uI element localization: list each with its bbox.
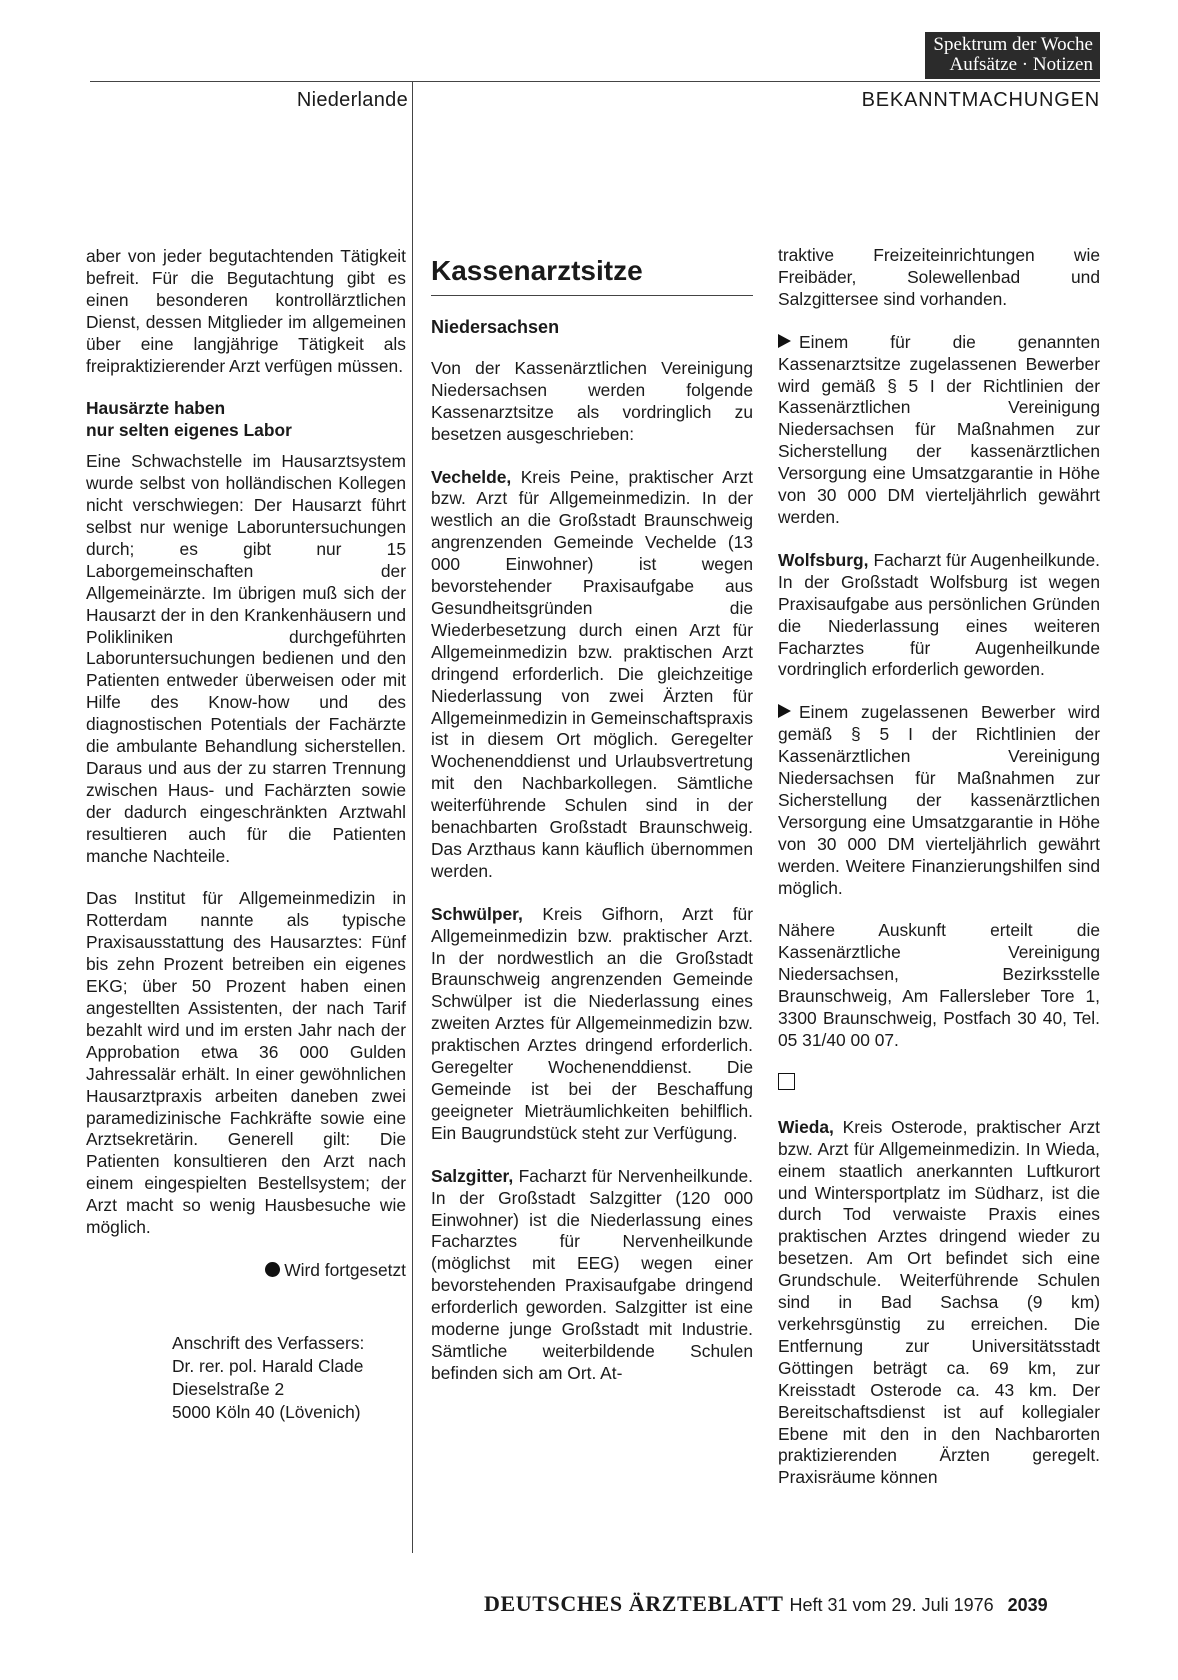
continued-text: Wird fortgesetzt <box>284 1259 406 1280</box>
subheading-line-1: Hausärzte haben <box>86 398 226 419</box>
listing-lead: Schwülper, <box>431 903 523 924</box>
listing-lead: Wolfsburg, <box>778 549 869 570</box>
end-mark <box>778 1073 1100 1096</box>
section-label-right: BEKANNTMACHUNGEN <box>861 89 1100 111</box>
listing-lead: Vechelde, <box>431 466 512 487</box>
badge-line-2: Aufsätze · Notizen <box>949 54 1093 75</box>
column-left <box>86 246 406 1424</box>
region-heading: Niedersachsen <box>431 317 560 337</box>
address-label: Anschrift des Verfassers: <box>172 1332 365 1353</box>
address-city: 5000 Köln 40 (Lövenich) <box>172 1401 361 1422</box>
paragraph-continuation: traktive Freizeiteinrichtungen wie Freibäder, Solewellenbad und Salzgittersee sind vorhanden. <box>778 245 1100 309</box>
guarantee-text: Einem zugelassenen Bewerber wird gemäß § 5 I der Richtlinien der Kassenärztlichen Vereinigung Niedersachsen für Maßnahmen zur Sicherstellung der kassenärztlichen Versorgung eine Umsatzgarantie in Höhe von 30 000 DM vierteljährlich gewährt werden. Weitere Finanzierungshilfen sind möglich. <box>778 702 1100 898</box>
badge-line-1: Spektrum der Woche <box>933 34 1093 55</box>
intro-paragraph: Von der Kassenärztlichen Vereinigung Niedersachsen werden folgende Kassenarztsitze als vordringlich zu besetzen ausgeschrieben: <box>431 357 753 444</box>
section-badge <box>925 32 1100 79</box>
listing-text: Kreis Peine, praktischer Arzt bzw. Arzt für Allgemeinmedizin. In der westlich an die Großstadt Braunschweig angrenzenden Gemeinde Vechelde (13 000 Einwohner) ist wegen bevorstehender Praxisaufgabe aus Gesundheitsgründen die Wiederbesetzung durch einen Arzt für Allgemeinmedizin bzw. praktischen Arzt dringend erforderlich. Die gleichzeitige Niederlassung von zwei Ärzten für Allgemeinmedizin in Gemeinschaftspraxis ist in diesem Ort möglich. Geregelter Wochenenddienst und Urlaubsvertretung mit den Nachbarkollegen. Sämtliche weiterführende Schulen sind in der benachbarten Großstadt Braunschweig. Das Arzthaus kann käuflich übernommen werden. <box>431 466 753 881</box>
address-street: Dieselstraße 2 <box>172 1378 285 1399</box>
paragraph-contact: Nähere Auskunft erteilt die Kassenärztliche Vereinigung Niedersachsen, Bezirksstelle Braunschweig, Am Fallersleber Tore 1, 3300 Braunschweig, Postfach 30 40, Tel. 05 31/40 00 07. <box>778 920 1100 1050</box>
end-square-icon <box>778 1073 795 1090</box>
paragraph-1: aber von jeder begutachtenden Tätigkeit befreit. Für die Begutachtung gibt es einen besonderen kontrollärztlichen Dienst, dessen Mitglieder im allgemeinen über eine langjährige Tätigkeit als freipraktizierender Arzt verfügen müssen. <box>86 246 406 376</box>
column-divider <box>412 81 413 1553</box>
listing-text: Kreis Gifhorn, Arzt für Allgemeinmedizin bzw. praktischer Arzt. In der nordwestlich an die Großstadt Braunschweig angrenzenden Gemeinde Schwülper ist die Niederlassung eines zweiten Arztes für Allgemeinmedizin bzw. praktischen Arztes dringend erforderlich. Geregelter Wochenenddienst. Die Gemeinde ist bei der Beschaffung geeigneter Mieträumlichkeiten behilflich. Ein Baugrundstück steht zur Verfügung. <box>431 903 753 1143</box>
listing-wieda <box>778 1117 1100 1489</box>
listing-salzgitter <box>431 1166 753 1385</box>
listing-vechelde <box>431 467 753 883</box>
triangle-bullet-icon <box>778 334 791 348</box>
listing-schwuelper <box>431 904 753 1145</box>
listing-lead: Salzgitter, <box>431 1165 514 1186</box>
column-middle <box>431 245 753 1385</box>
article-title: Kassenarztsitze <box>431 245 753 296</box>
subheading <box>86 398 406 442</box>
section-label-left: Niederlande <box>296 89 408 111</box>
listing-wolfsburg <box>778 550 1100 681</box>
masthead: DEUTSCHES ÄRZTEBLATT <box>484 1591 784 1616</box>
paragraph-3: Das Institut für Allgemeinmedizin in Rotterdam nannte als typische Praxisausstattung des Hausarztes: Fünf bis zehn Prozent betreiben ein eigenes EKG; über 50 Prozent haben einen angestellten Assistenten, der nach Tarif bezahlt wird und im ersten Jahr nach der Approbation etwa 36 000 Gulden Jahressalär erhält. In einer gewöhnlichen Hausarztpraxis arbeiten daneben zwei paramedizinische Fachkräfte sowie eine Arztsekretärin. Generell gilt: Die Patienten konsultieren den Arzt nach einem eingespielten Bestellsystem; der Arzt macht so wenig Hausbesuche wie möglich. <box>86 888 406 1238</box>
listing-text: Kreis Osterode, praktischer Arzt bzw. Arzt für Allgemeinmedizin. In Wieda, einem staatlich anerkannten Luftkurort und Wintersportplatz im Südharz, ist die durch Tod verwaiste Praxis eines praktischen Arztes dringend wieder zu besetzen. Am Ort befindet sich eine Grundschule. Weiterführende Schulen sind in Bad Sachsa (9 km) verkehrsgünstig zu erreichen. Die Entfernung zur Universitätsstadt Göttingen beträgt ca. 69 km, zur Kreisstadt Osterode ca. 43 km. Der Bereitschaftsdienst ist auf kollegialer Ebene mit den in den Nachbarorten praktizierenden Ärzten geregelt. Praxisräume können <box>778 1116 1100 1488</box>
listing-lead: Wieda, <box>778 1116 834 1137</box>
address-name: Dr. rer. pol. Harald Clade <box>172 1355 364 1376</box>
subheading-line-2: nur selten eigenes Labor <box>86 420 292 441</box>
paragraph-2: Eine Schwachstelle im Hausarztsystem wurde selbst von holländischen Kollegen nicht verschwiegen: Der Hausarzt führt selbst nur wenige Laboruntersuchungen durch; es gibt nur 15 Laborgemeinschaften der Allgemeinärzte. Im übrigen muß sich der Hausarzt der in den Krankenhäusern und Polikliniken durchgeführten Laboruntersuchungen bedienen und den Patienten entweder überweisen oder mit Hilfe des Know-how und des diagnostischen Potentials der Fachärzte die ambulante Behandlung sicherstellen. Daraus und aus der zu starren Trennung zwischen Haus- und Fachärzten sowie der dadurch eingeschränkten Arztwahl resultieren auch für die Patienten manche Nachteile. <box>86 451 406 866</box>
issue-info: Heft 31 vom 29. Juli 1976 <box>789 1595 994 1615</box>
page-footer <box>484 1591 1048 1617</box>
page-number: 2039 <box>1007 1595 1048 1615</box>
header-rule <box>90 81 1100 82</box>
paragraph-guarantee <box>778 332 1100 529</box>
column-right <box>778 245 1100 1489</box>
continued-note <box>86 1260 406 1282</box>
paragraph-guarantee-2 <box>778 702 1100 899</box>
listing-text: Facharzt für Augenheilkunde. In der Großstadt Wolfsburg ist wegen Praxisaufgabe aus persönlichen Gründen die Niederlassung eines weiteren Facharztes für Augenheilkunde vordringlich erforderlich geworden. <box>778 549 1100 680</box>
triangle-bullet-icon <box>778 704 791 718</box>
bullet-dot-icon <box>265 1262 280 1277</box>
guarantee-text: Einem für die genannten Kassenarztsitze zugelassenen Bewerber wird gemäß § 5 I der Richtlinien der Kassenärztlichen Vereinigung Niedersachsen für Maßnahmen zur Sicherstellung der kassenärztlichen Versorgung eine Umsatzgarantie in Höhe von 30 000 DM vierteljährlich gewährt werden. <box>778 331 1100 527</box>
listing-text: Facharzt für Nervenheilkunde. In der Großstadt Salzgitter (120 000 Einwohner) ist die Niederlassung eines Facharztes für Nervenheilkunde (möglichst mit EEG) wegen einer bevorstehenden Praxisaufgabe dringend erforderlich geworden. Salzgitter ist eine moderne junge Großstadt mit Industrie. Sämtliche weiterbildende Schulen befinden sich am Ort. At- <box>431 1165 753 1383</box>
author-address <box>86 1332 406 1424</box>
